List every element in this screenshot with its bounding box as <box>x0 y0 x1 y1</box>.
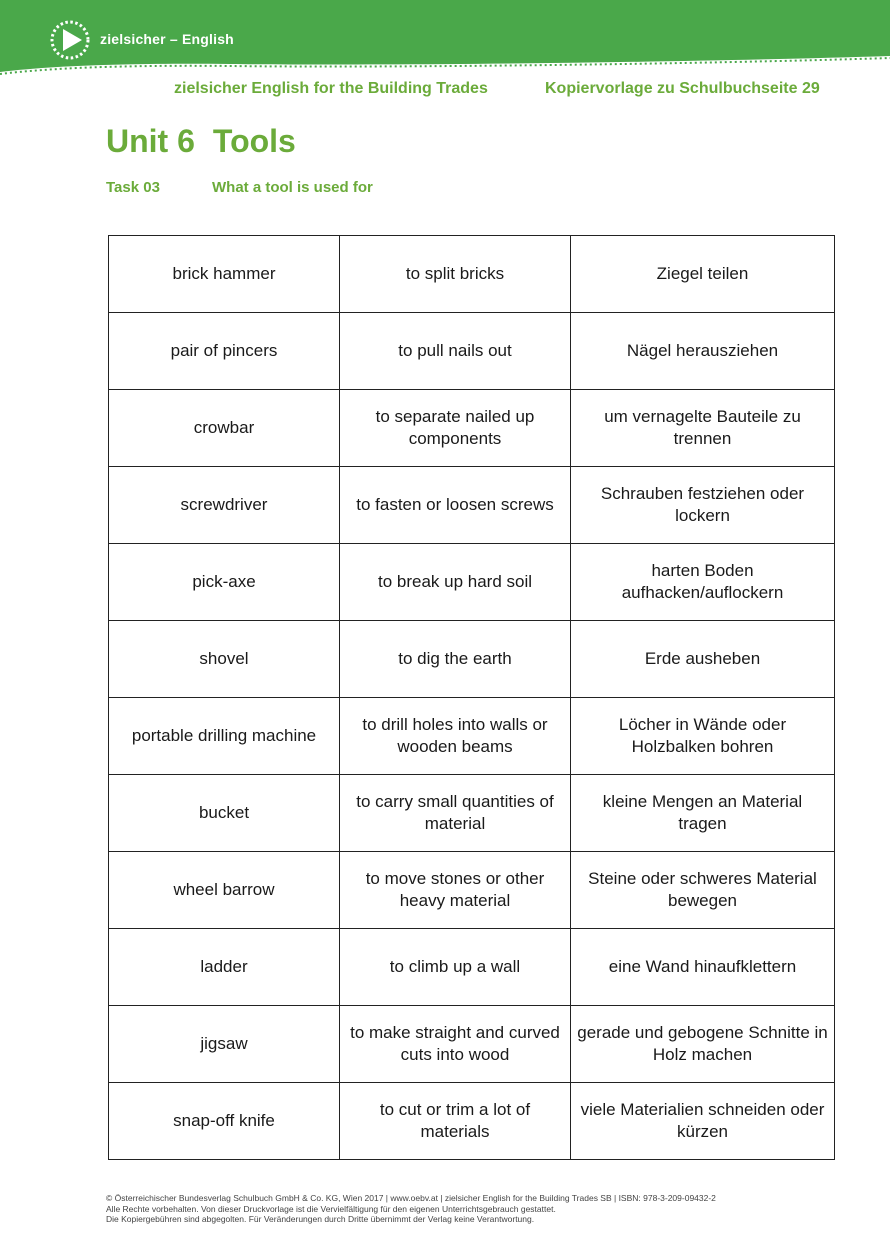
page-reference: Kopiervorlage zu Schulbuchseite 29 <box>545 80 820 97</box>
footer-line: Alle Rechte vorbehalten. Von dieser Druckvorlage ist die Vervielfältigung für den eigenen Unterrichtsgebrauch gestattet. <box>106 1203 556 1214</box>
table-row <box>109 467 835 544</box>
vocabulary-table-body <box>109 236 835 1160</box>
table-row <box>109 313 835 390</box>
table-row <box>109 621 835 698</box>
table-row <box>109 698 835 775</box>
german-translation-cell: harten Boden aufhacken/auflockern <box>571 544 835 621</box>
tool-name-cell: screwdriver <box>109 467 340 544</box>
tool-use-cell: to climb up a wall <box>340 929 571 1006</box>
tool-name-cell: pair of pincers <box>109 313 340 390</box>
german-translation-cell: Erde ausheben <box>571 621 835 698</box>
tool-name-cell: jigsaw <box>109 1006 340 1083</box>
german-translation-cell: eine Wand hinaufklettern <box>571 929 835 1006</box>
tool-use-cell: to move stones or other heavy material <box>340 852 571 929</box>
table-row <box>109 929 835 1006</box>
tool-name-cell: ladder <box>109 929 340 1006</box>
footer-line: Die Kopiergebühren sind abgegolten. Für Veränderungen durch Dritte übernimmt der Verlag keine Verantwortung. <box>106 1214 535 1224</box>
german-translation-cell: viele Materialien schneiden oder kürzen <box>571 1083 835 1160</box>
tool-name-cell: portable drilling machine <box>109 698 340 775</box>
table-row <box>109 852 835 929</box>
footer-line: © Österreichischer Bundesverlag Schulbuch GmbH & Co. KG, Wien 2017 | www.oebv.at | zielsicher English for the Building Trades SB | ISBN: 978-3-209-09432-2 <box>106 1193 716 1203</box>
tool-use-cell: to carry small quantities of material <box>340 775 571 852</box>
vocabulary-table <box>108 235 835 1160</box>
german-translation-cell: Steine oder schweres Material bewegen <box>571 852 835 929</box>
table-row <box>109 544 835 621</box>
german-translation-cell: kleine Mengen an Material tragen <box>571 775 835 852</box>
german-translation-cell: Schrauben festziehen oder lockern <box>571 467 835 544</box>
tool-use-cell: to fasten or loosen screws <box>340 467 571 544</box>
task-heading <box>106 179 373 196</box>
table-row <box>109 1006 835 1083</box>
unit-topic: Tools <box>212 123 296 159</box>
tool-name-cell: brick hammer <box>109 236 340 313</box>
tool-name-cell: wheel barrow <box>109 852 340 929</box>
tool-name-cell: snap-off knife <box>109 1083 340 1160</box>
german-translation-cell: Ziegel teilen <box>571 236 835 313</box>
table-row <box>109 390 835 467</box>
german-translation-cell: Nägel herausziehen <box>571 313 835 390</box>
tool-use-cell: to dig the earth <box>340 621 571 698</box>
table-row <box>109 775 835 852</box>
page-subheader <box>0 79 890 101</box>
task-label: Task 03 <box>106 179 160 196</box>
table-row <box>109 1083 835 1160</box>
german-translation-cell: um vernagelte Bauteile zu trennen <box>571 390 835 467</box>
tool-use-cell: to drill holes into walls or wooden beams <box>340 698 571 775</box>
tool-use-cell: to break up hard soil <box>340 544 571 621</box>
unit-number: Unit 6 <box>106 123 195 159</box>
tool-name-cell: pick-axe <box>109 544 340 621</box>
tool-name-cell: crowbar <box>109 390 340 467</box>
copyright-footer <box>106 1193 806 1225</box>
page-title <box>106 123 296 160</box>
german-translation-cell: gerade und gebogene Schnitte in Holz machen <box>571 1006 835 1083</box>
tool-use-cell: to separate nailed up components <box>340 390 571 467</box>
tool-name-cell: bucket <box>109 775 340 852</box>
brand-name: zielsicher – English <box>100 31 234 47</box>
german-translation-cell: Löcher in Wände oder Holzbalken bohren <box>571 698 835 775</box>
task-title: What a tool is used for <box>212 179 373 196</box>
table-row <box>109 236 835 313</box>
tool-use-cell: to make straight and curved cuts into wood <box>340 1006 571 1083</box>
book-title: zielsicher English for the Building Trades <box>174 80 488 97</box>
tool-use-cell: to split bricks <box>340 236 571 313</box>
tool-use-cell: to pull nails out <box>340 313 571 390</box>
tool-name-cell: shovel <box>109 621 340 698</box>
tool-use-cell: to cut or trim a lot of materials <box>340 1083 571 1160</box>
